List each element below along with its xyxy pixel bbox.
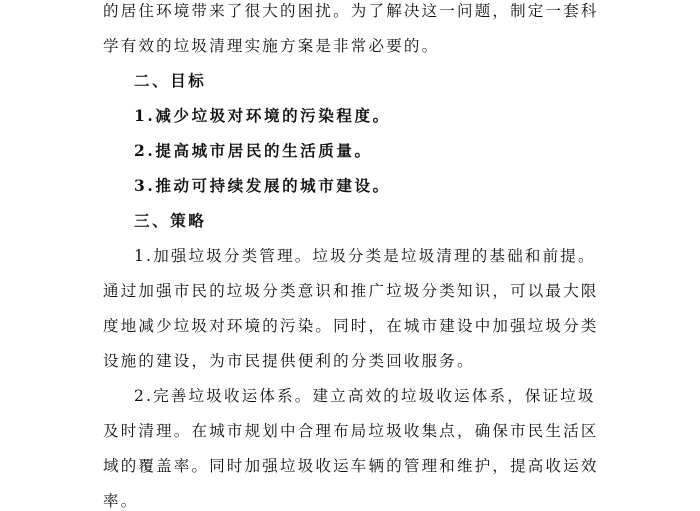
goal-item-3: 3.推动可持续发展的城市建设。 xyxy=(134,176,391,195)
body-text-line: 度地减少垃圾对环境的污染。同时，在城市建设中加强垃圾分类 xyxy=(103,317,599,335)
section-heading-strategy: 三、策略 xyxy=(134,211,207,230)
strategy-paragraph-1-first-line: 1.加强垃圾分类管理。垃圾分类是垃圾清理的基础和前提。 xyxy=(134,247,596,265)
body-text-line: 及时清理。在城市规划中合理布局垃圾收集点，确保市民生活区 xyxy=(103,422,599,440)
body-text-line: 的居住环境带来了很大的困扰。为了解决这一问题，制定一套科 xyxy=(103,2,599,20)
strategy-paragraph-2-first-line: 2.完善垃圾收运体系。建立高效的垃圾收运体系，保证垃圾 xyxy=(134,387,596,405)
body-text-line: 域的覆盖率。同时加强垃圾收运车辆的管理和维护，提高收运效 xyxy=(103,457,599,475)
body-text-line: 率。 xyxy=(103,492,139,510)
body-text-line: 学有效的垃圾清理实施方案是非常必要的。 xyxy=(103,37,440,55)
section-heading-goals: 二、目标 xyxy=(134,71,207,90)
body-text-line: 通过加强市民的垃圾分类意识和推广垃圾分类知识，可以最大限 xyxy=(103,282,599,300)
goal-item-1: 1.减少垃圾对环境的污染程度。 xyxy=(134,106,391,125)
goal-item-2: 2.提高城市居民的生活质量。 xyxy=(134,141,373,160)
body-text-line: 设施的建设，为市民提供便利的分类回收服务。 xyxy=(103,352,475,370)
